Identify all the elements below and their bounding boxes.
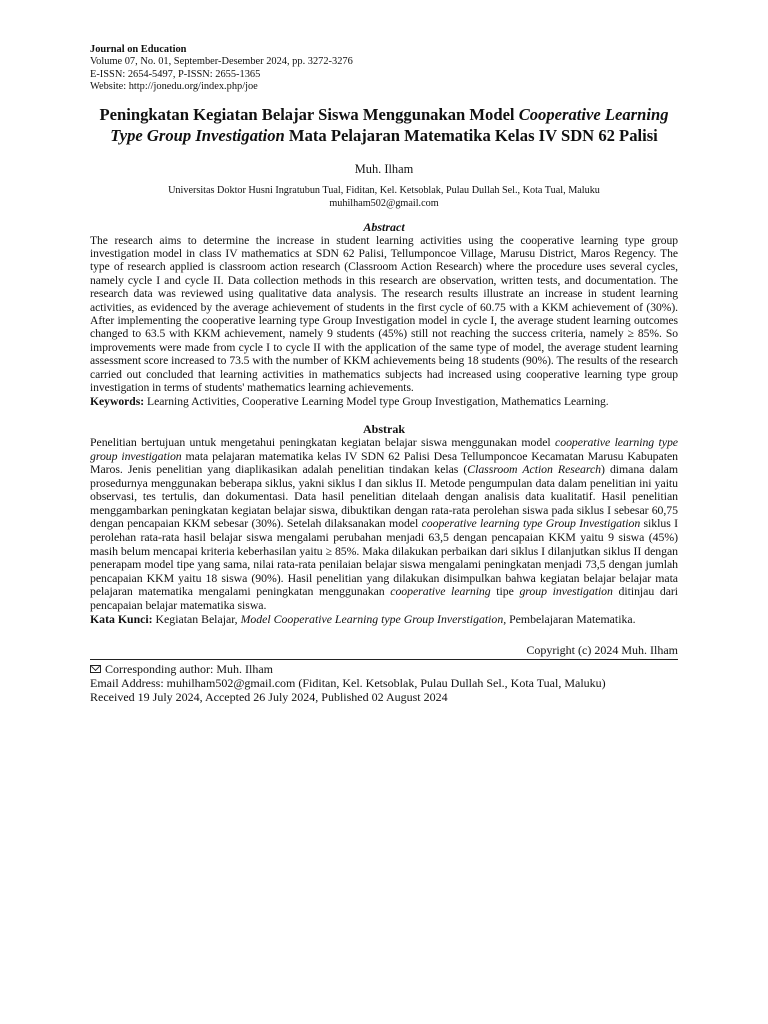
kata-kunci-text-italic: Model Cooperative Learning type Group Inverstigation,: [240, 611, 507, 626]
abstrak-seg-5: tipe: [490, 584, 520, 599]
journal-website: Website: http://jonedu.org/index.php/joe: [90, 81, 258, 93]
journal-name: Journal on Education: [90, 44, 187, 55]
abstrak-seg-4: siklus I perolehan rata-rata hasil belajar siswa mengalami perubahan menjadi 63,5 dengan pencapaian KKM yaitu 9 siswa (45%) masih belum mencapai kriteria keberhasilan yaitu ≥ 85%. Maka dilakukan perbaikan dari siklus I dilanjutkan siklus II dengan penerapam model tipe yang sama, nilai rata-rata penilaian belajar siswa mengalami peningkatan menjadi 73,5 dengan jumlah pencapaian KKM yaitu 18 siswa (90%). Hasil penelitian yang dilakukan disimpulkan bahwa kegiatan belajar belajar mata pelajaran matematika mengalami peningkatan menggunakan: [90, 516, 678, 599]
paper-page: [90, 44, 678, 704]
abstrak-seg-2i: Classroom Action Research: [467, 462, 601, 477]
abstrak-seg-1i: cooperative learning type group investigation: [90, 434, 678, 463]
kata-kunci-text-2: Pembelajaran Matematika.: [506, 611, 636, 626]
abstrak-seg-6: ditinjau dari pencapaian belajar matematika siswa.: [90, 584, 678, 613]
journal-issn: E-ISSN: 2654-5497, P-ISSN: 2655-1365: [90, 68, 261, 80]
abstrak-seg-3: ) dimana dalam prosedurnya menggunakan beberapa siklus, yakni siklus I dan siklus II. Metode pengumpulan data dalam penelitian ini yaitu observasi, tes tertulis, dan dokumentasi. Data hasil penelitian ditelaah dengan analisis data kualitatif. Hasil penelitian menggambarkan peningkatan kegiatan belajar siswa, dibuktikan dengan rata-rata perolehan siswa pada siklus I sebesar 60,75 dengan pencapaian KKM sebesar (30%). Setelah dilaksanakan model: [90, 462, 678, 531]
received-line: Received 19 July 2024, Accepted 26 July 2024, Published 02 August 2024: [90, 690, 448, 705]
footer: [90, 662, 678, 704]
author-name: Muh. Ilham: [354, 161, 414, 176]
abstract-heading: Abstract: [363, 219, 405, 234]
corresponding-author: Corresponding author: Muh. Ilham: [105, 662, 273, 677]
abstrak-seg-4i: cooperative learning: [390, 584, 491, 599]
corresponding-line: [90, 662, 678, 676]
keywords-text: Learning Activities, Cooperative Learning Model type Group Investigation, Mathematics Learning.: [144, 394, 609, 408]
affiliation: Universitas Doktor Husni Ingratubun Tual, Fiditan, Kel. Ketsoblak, Pulau Dullah Sel., Kota Tual, Maluku: [168, 184, 600, 196]
kata-kunci-text-1: Kegiatan Belajar,: [152, 611, 241, 626]
footer-divider: [90, 659, 678, 660]
kata-kunci-label: Kata Kunci:: [90, 611, 153, 626]
abstrak-heading: Abstrak: [362, 421, 405, 436]
keywords-label: Keywords:: [90, 394, 145, 408]
abstrak-seg-5i: group investigation: [519, 584, 613, 599]
abstrak-seg-3i: cooperative learning type Group Investigation: [421, 516, 641, 531]
abstrak-seg-2: mata pelajaran matematika kelas IV SDN 62 Palisi Desa Tellumponcoe Kecamatan Marusu Kabupaten Maros. Jenis penelitian yang diaplikasikan adalah penelitian tindakan kelas (: [90, 448, 678, 477]
title-part-1: Peningkatan Kegiatan Belajar Siswa Menggunakan Model: [99, 104, 519, 124]
kata-kunci: [90, 613, 678, 627]
affiliation-block: [90, 184, 678, 210]
journal-volume: Volume 07, No. 01, September-Desember 2024, pp. 3272-3276: [90, 56, 353, 68]
title-part-2: Cooperative Learning Type Group Investigation: [110, 104, 669, 146]
abstrak-text: [90, 436, 678, 613]
email-address-line: Email Address: muhilham502@gmail.com (Fiditan, Kel. Ketsoblak, Pulau Dullah Sel., Kota Tual, Maluku): [90, 676, 606, 691]
abstract-text: The research aims to determine the increase in student learning activities using the cooperative learning type group investigation model in class IV mathematics at SDN 62 Palisi, Tellumponcoe Village, Marusu District, Maros Regency. The type of research applied is classroom action research (Classroom Action Research) where the procedure uses several cycles, namely cycle I and cycle II. Data collection methods in this research are observation, written tests, and documentation. The research data was reviewed using qualitative data analysis. The research results illustrate an increase in student learning activities, as evidenced by the average achievement of students in the first cycle of 60.75 with a KKM achievement of (30%). After implementing the cooperative learning type Group Investigation model in cycle I, the average student learning outcomes changed to 63.5 with KKM achievement, namely 9 students (45%) still not reaching the success criteria, namely ≥ 85%. So improvements were made from cycle I to cycle II with the application of the same type of model, the average student learning assessment score increased to 73.5 with the number of KKM achievements being 18 students (90%). The results of the research carried out concluded that learning activities in mathematics subjects had increased using cooperative learning type group investigation in terms of students' mathematics learning achievements.: [90, 233, 678, 395]
abstrak-seg-1: Penelitian bertujuan untuk mengetahui peningkatan kegiatan belajar siswa menggunakan model: [90, 434, 556, 449]
paper-title: [90, 104, 678, 147]
author-email: muhilham502@gmail.com: [329, 197, 439, 209]
copyright: Copyright (c) 2024 Muh. Ilham: [526, 643, 678, 658]
title-part-3: Mata Pelajaran Matematika Kelas IV SDN 62 Palisi: [284, 126, 658, 146]
envelope-icon: [90, 665, 101, 673]
keywords: [90, 395, 678, 408]
journal-header: [90, 44, 678, 94]
